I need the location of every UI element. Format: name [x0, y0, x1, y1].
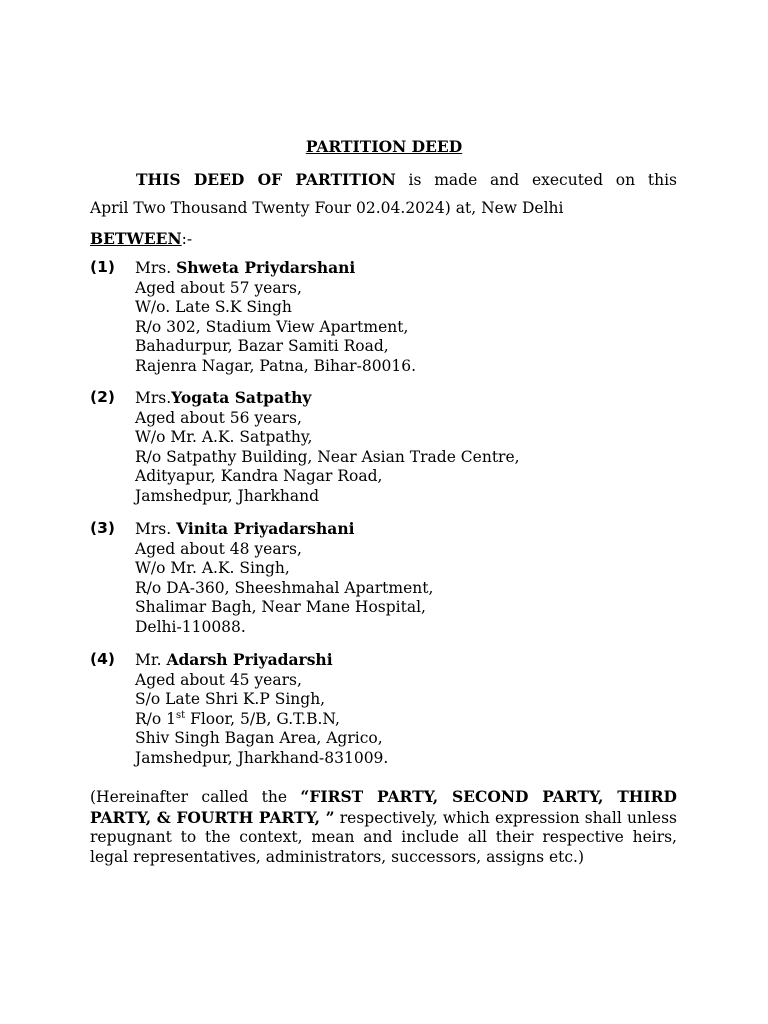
closing-parties: “FIRST PARTY, SECOND PARTY, THIRD PARTY, & FOURTH PARTY, ”: [90, 787, 677, 827]
party-address-1: R/o 302, Stadium View Apartment,: [135, 317, 409, 336]
party-details: [135, 650, 695, 769]
party-number: (2): [90, 388, 115, 406]
closing-open: (Hereinafter called the: [90, 788, 301, 806]
party-title: Mrs.: [135, 389, 172, 407]
party-number: (3): [90, 519, 115, 537]
party-address-3: Rajenra Nagar, Patna, Bihar-80016.: [135, 356, 417, 375]
party-address-1: R/o DA-360, Sheeshmahal Apartment,: [135, 578, 434, 597]
party-number: (1): [90, 258, 115, 276]
party-details: [135, 519, 695, 638]
party-details: [135, 258, 695, 377]
floor-rest: Floor, 5/B, G.T.B.N,: [185, 709, 340, 728]
party-details: [135, 388, 695, 507]
party-name-line: [135, 650, 695, 671]
party-relation: S/o Late Shri K.P Singh,: [135, 690, 326, 709]
party-age: Aged about 57 years,: [135, 278, 302, 297]
between-label: BETWEEN: [90, 229, 182, 248]
intro-line-2: April Two Thousand Twenty Four 02.04.2024) at, New Delhi: [90, 199, 564, 217]
party-address-3: Delhi-110088.: [135, 617, 246, 636]
party-age: Aged about 48 years,: [135, 539, 302, 558]
party-address-3: Jamshedpur, Jharkhand: [135, 486, 320, 505]
party-address-2: Shalimar Bagh, Near Mane Hospital,: [135, 598, 426, 617]
party-address-1: [135, 710, 695, 730]
party-name-line: [135, 388, 695, 409]
party-address-3: Jamshedpur, Jharkhand-831009.: [135, 748, 389, 767]
party-name-line: [135, 519, 695, 540]
closing-paragraph: [90, 787, 677, 867]
party-relation: W/o Mr. A.K. Singh,: [135, 559, 290, 578]
intro-rest: is made and executed on this: [395, 171, 677, 189]
party-address-2: Shiv Singh Bagan Area, Agrico,: [135, 729, 383, 748]
floor-ordinal: st: [176, 709, 186, 721]
party-address-2: Adityapur, Kandra Nagar Road,: [135, 467, 383, 486]
between-suffix: :-: [181, 230, 193, 248]
party-address-2: Bahadurpur, Bazar Samiti Road,: [135, 337, 389, 356]
party-title: Mrs.: [135, 520, 177, 538]
document-title: PARTITION DEED: [305, 137, 463, 156]
party-age: Aged about 56 years,: [135, 408, 302, 427]
party-name: Shweta Priydarshani: [176, 258, 356, 277]
party-number: (4): [90, 650, 115, 668]
closing-rest: respectively, which expression shall unless repugnant to the context, mean and include all their respective heirs, legal representatives, administrators, successors, assigns etc.): [90, 808, 677, 866]
party-age: Aged about 45 years,: [135, 670, 302, 689]
party-name-line: [135, 258, 695, 279]
floor-prefix: R/o 1: [135, 709, 177, 728]
party-relation: W/o. Late S.K Singh: [135, 298, 292, 317]
between-heading: [90, 229, 192, 250]
intro-line-1: [90, 170, 677, 191]
party-title: Mr.: [135, 651, 167, 669]
party-name: Adarsh Priyadarshi: [166, 650, 333, 669]
party-address-1: R/o Satpathy Building, Near Asian Trade Centre,: [135, 447, 520, 466]
party-relation: W/o Mr. A.K. Satpathy,: [135, 428, 313, 447]
party-name: Yogata Satpathy: [171, 388, 312, 407]
party-name: Vinita Priyadarshani: [176, 519, 355, 538]
intro-lead: THIS DEED OF PARTITION: [136, 170, 396, 189]
party-title: Mrs.: [135, 259, 177, 277]
